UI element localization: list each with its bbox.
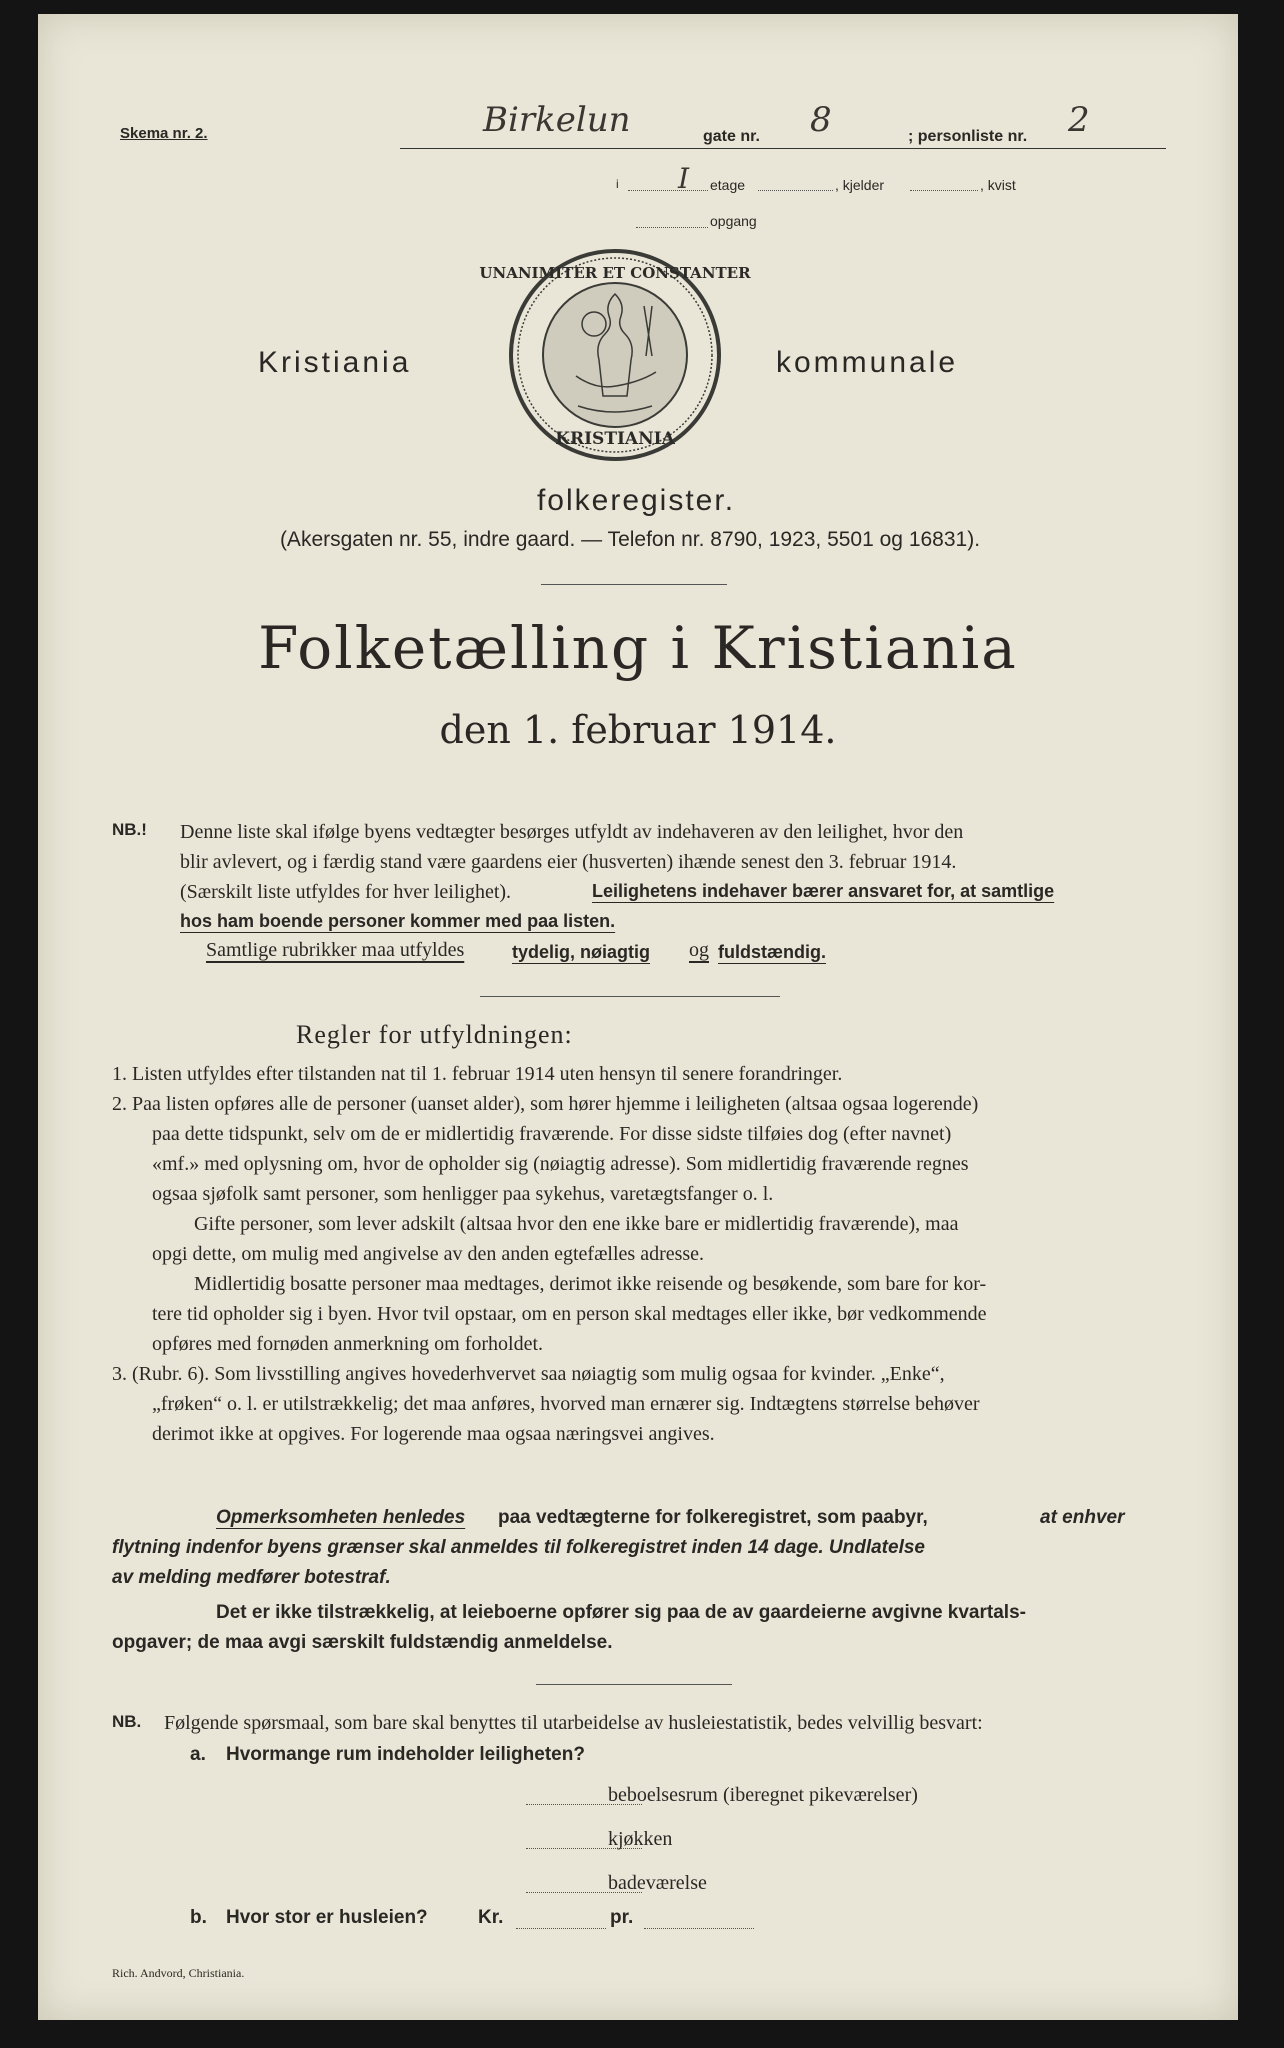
- notice-line-3: av melding medfører botestraf.: [112, 1567, 391, 1588]
- nb1-line-5b: tydelig, nøiagtig: [512, 942, 650, 962]
- rule-2-line-2: paa dette tidspunkt, selv om de er midlertidig fraværende. For disse sidste tilføies dog (efter navnet): [152, 1123, 952, 1145]
- opgang-dotline: [636, 227, 708, 228]
- svg-text:KRISTIANIA: KRISTIANIA: [555, 429, 675, 449]
- i-label: i: [616, 177, 619, 191]
- divider: [536, 1684, 732, 1685]
- nb1-line-2: blir avlevert, og i færdig stand være gaardens eier (husverten) ihænde senest den 3. februar 1914.: [180, 851, 957, 873]
- nb1-line-1: Denne liste skal ifølge byens vedtægter besørges utfyldt av indehaveren av den leilighet, hvor den: [180, 821, 964, 843]
- option-beboelsesrum: beboelsesrum (iberegnet pikeværelser): [608, 1784, 918, 1806]
- skema-number: Skema nr. 2.: [120, 125, 208, 142]
- rules-heading: Regler for utfyldningen:: [296, 1020, 573, 1049]
- kristiania-label: Kristiania: [258, 346, 412, 379]
- census-date: den 1. februar 1914.: [439, 708, 837, 752]
- rule-1: 1. Listen utfyldes efter tilstanden nat til 1. februar 1914 uten hensyn til senere forandringer.: [112, 1063, 843, 1085]
- kristiania-city-seal: [479, 246, 751, 464]
- option-kjokken: kjøkken: [608, 1828, 673, 1850]
- question-a-label: a.: [190, 1744, 206, 1765]
- rent-field[interactable]: [516, 1928, 606, 1929]
- nb2-intro: Følgende spørsmaal, som bare skal benyttes til utarbeidelse av husleiestatistik, bedes velvillig besvart:: [164, 1712, 983, 1734]
- gate-number-handwritten: 8: [810, 100, 832, 140]
- rule-2-line-6: opgi dette, om mulig med angivelse av den anden egtefælles adresse.: [152, 1243, 705, 1265]
- question-b: Hvor stor er husleien?: [226, 1907, 428, 1928]
- nb1-line-3b: Leilighetens indehaver bærer ansvaret for, at samtlige: [592, 881, 1055, 901]
- street-name-handwritten: Birkelun: [483, 100, 631, 140]
- pr-label: pr.: [610, 1907, 634, 1928]
- notice-line-2: flytning indenfor byens grænser skal anmeldes til folkeregistret inden 14 dage. Undlatelse: [112, 1537, 925, 1558]
- rule-2-line-1: 2. Paa listen opføres alle de personer (uanset alder), som hører hjemme i leiligheten (altsaa ogsaa logerende): [112, 1093, 979, 1115]
- personliste-number-handwritten: 2: [1068, 100, 1090, 140]
- kr-label: Kr.: [478, 1907, 504, 1928]
- question-b-label: b.: [190, 1907, 207, 1928]
- divider: [541, 584, 727, 585]
- rule-2-line-7: Midlertidig bosatte personer maa medtages, derimot ikke reisende og besøkende, som bare for kor-: [194, 1273, 987, 1295]
- opgang-label: opgang: [710, 213, 757, 229]
- folkeregister-label: folkeregister.: [536, 484, 736, 517]
- nb1-line-5c: og: [689, 939, 709, 961]
- kommunale-label: kommunale: [776, 346, 959, 379]
- notice-line-4: Det er ikke tilstrækkelig, at leieboerne opfører sig paa de av gaardeierne avgivne kvartals-: [216, 1602, 1026, 1623]
- notice-line-1: paa vedtægterne for folkeregistret, som paabyr,: [498, 1507, 928, 1528]
- option-badevaerelse: badeværelse: [608, 1872, 707, 1894]
- seal-icon: [479, 246, 751, 464]
- rule-2-line-4: ogsaa sjøfolk samt personer, som henligger paa sykehus, varetægtsfanger o. l.: [152, 1183, 774, 1205]
- rule-2-line-8: tere tid opholder sig i byen. Hvor tvil opstaar, om en person skal medtages eller ikke, bør vedkommende: [152, 1303, 987, 1325]
- divider: [480, 996, 780, 997]
- rule-2-line-3: «mf.» med oplysning om, hvor de opholder sig (nøiagtig adresse). Som midlertidig fraværende regnes: [152, 1153, 969, 1175]
- personliste-label: ; personliste nr.: [908, 128, 1028, 145]
- kjelder-dotline: [758, 190, 833, 191]
- rule-3-line-3: derimot ikke at opgives. For logerende maa ogsaa næringsvei angives.: [152, 1423, 715, 1445]
- notice-emphasis: Opmerksomheten henledes: [216, 1507, 466, 1528]
- rule-3-line-1: 3. (Rubr. 6). Som livsstilling angives hovederhvervet saa nøiagtig som mulig ogsaa for kvinder. „Enke“,: [112, 1363, 945, 1385]
- nb1-label: NB.!: [112, 820, 147, 839]
- rent-period-field[interactable]: [644, 1928, 754, 1929]
- svg-text:UNANIMITER ET CONSTANTER: UNANIMITER ET CONSTANTER: [479, 264, 751, 282]
- gate-label: gate nr.: [703, 128, 760, 145]
- etage-handwritten: I: [678, 162, 690, 195]
- etage-dotline: [628, 190, 708, 191]
- rule-3-line-2: „frøken“ o. l. er utilstrækkelig; det maa anføres, hvorved man ernærer sig. Indtægtens størrelse behøver: [152, 1393, 980, 1415]
- question-a: Hvormange rum indeholder leiligheten?: [226, 1744, 585, 1765]
- nb1-line-4: hos ham boende personer kommer med paa listen.: [180, 911, 616, 931]
- kvist-dotline: [910, 190, 978, 191]
- kvist-label: , kvist: [980, 177, 1016, 193]
- header-underline: [400, 148, 1166, 149]
- nb1-line-5a: Samtlige rubrikker maa utfyldes: [206, 939, 465, 961]
- nb1-line-3a: (Særskilt liste utfyldes for hver leilighet).: [180, 881, 512, 903]
- rule-2-line-5: Gifte personer, som lever adskilt (altsaa hvor den ene ikke bare er midlertidig fraværende), maa: [194, 1213, 959, 1235]
- page-title: Folketælling i Kristiania: [258, 614, 1018, 682]
- census-form-sheet: [38, 14, 1238, 2020]
- etage-label: etage: [710, 177, 746, 193]
- rule-2-line-9: opføres med fornøden anmerkning om forholdet.: [152, 1333, 544, 1355]
- notice-line-5: opgaver; de maa avgi særskilt fuldstændig anmeldelse.: [112, 1632, 613, 1653]
- printer-imprint: Rich. Andvord, Christiania.: [112, 1966, 245, 1980]
- kjelder-label: , kjelder: [835, 177, 885, 193]
- notice-line-1-italic: at enhver: [1040, 1507, 1125, 1528]
- register-address: (Akersgaten nr. 55, indre gaard. — Telefon nr. 8790, 1923, 5501 og 16831).: [279, 528, 981, 551]
- nb1-line-5d: fuldstændig.: [718, 942, 826, 962]
- nb2-label: NB.: [112, 1712, 142, 1731]
